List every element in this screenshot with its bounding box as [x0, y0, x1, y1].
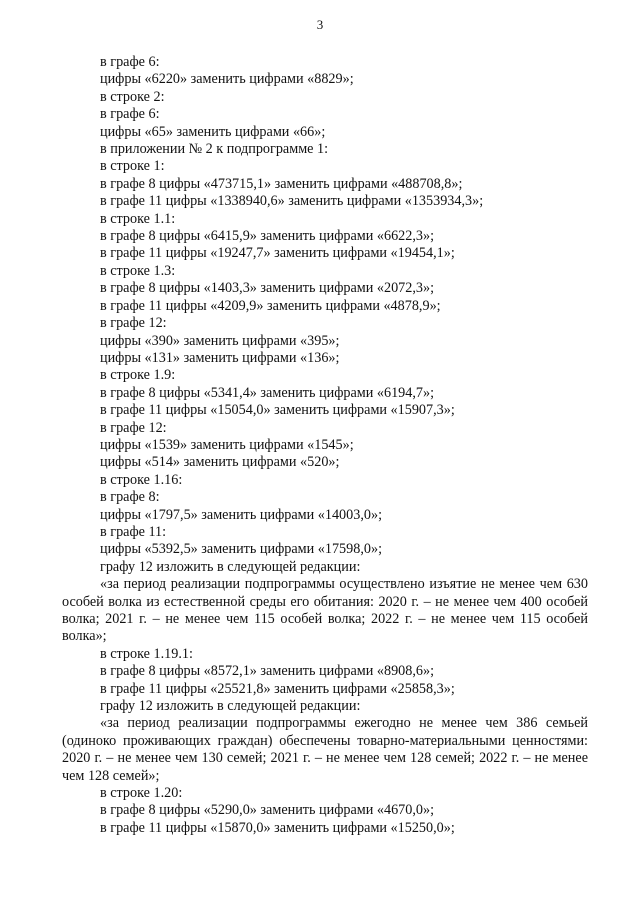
- document-line: в строке 2:: [100, 88, 165, 105]
- document-line: графу 12 изложить в следующей редакции:: [100, 698, 361, 715]
- document-line: цифры «390» заменить цифрами «395»;: [100, 332, 340, 349]
- document-line: в графе 8 цифры «5341,4» заменить цифрами «6194,7»;: [100, 384, 435, 401]
- document-line: в строке 1.3:: [100, 262, 176, 279]
- document-line: в графе 8 цифры «5290,0» заменить цифрами «4670,0»;: [100, 802, 435, 819]
- document-line: цифры «6220» заменить цифрами «8829»;: [100, 71, 354, 88]
- quoted-paragraph: «за период реализации подпрограммы осуществлено изъятие не менее чем 630 особей волка из естественной среды его обитания: 2020 г. – не менее чем 400 особей волка; 2021 г. – не менее чем 115 особей волка; 2022 г. – не менее чем 115 особей волка»;: [62, 576, 588, 645]
- document-line: в графе 11 цифры «19247,7» заменить цифрами «19454,1»;: [100, 245, 455, 262]
- document-line: в строке 1.20:: [100, 785, 183, 802]
- document-line: в графе 12:: [100, 419, 167, 436]
- document-line: в строке 1.19.1:: [100, 645, 193, 662]
- document-line: в строке 1.1:: [100, 210, 176, 227]
- document-line: в графе 11 цифры «4209,9» заменить цифрами «4878,9»;: [100, 297, 441, 314]
- document-line: в приложении № 2 к подпрограмме 1:: [100, 141, 329, 158]
- document-line: в строке 1.9:: [100, 367, 176, 384]
- document-line: в графе 12:: [100, 315, 167, 332]
- document-line: в графе 8 цифры «6415,9» заменить цифрами «6622,3»;: [100, 228, 435, 245]
- document-line: в графе 8 цифры «1403,3» заменить цифрами «2072,3»;: [100, 280, 435, 297]
- document-line: в графе 11 цифры «15054,0» заменить цифрами «15907,3»;: [100, 402, 455, 419]
- document-content: [62, 54, 588, 837]
- document-line: в графе 6:: [100, 54, 160, 70]
- document-line: в графе 8 цифры «473715,1» заменить цифрами «488708,8»;: [100, 175, 463, 192]
- document-line: графу 12 изложить в следующей редакции:: [100, 558, 361, 575]
- document-line: цифры «131» заменить цифрами «136»;: [100, 349, 340, 366]
- document-line: в графе 8 цифры «8572,1» заменить цифрами «8908,6»;: [100, 663, 435, 680]
- document-line: цифры «5392,5» заменить цифрами «17598,0»;: [100, 541, 383, 558]
- document-line: в графе 11 цифры «15870,0» заменить цифрами «15250,0»;: [100, 819, 455, 836]
- document-line: в графе 11:: [100, 523, 167, 540]
- document-line: в строке 1:: [100, 158, 165, 175]
- quoted-paragraph: «за период реализации подпрограммы ежегодно не менее чем 386 семьей (одиноко проживающих граждан) обеспечены товарно-материальными ценностями: 2020 г. – не менее чем 130 семей; 2021 г. – не менее чем 128 семей; 2022 г. – не менее чем 128 семей»;: [62, 715, 588, 784]
- page-number: 3: [316, 17, 324, 32]
- document-line: цифры «1797,5» заменить цифрами «14003,0»;: [100, 506, 383, 523]
- document-line: в графе 11 цифры «25521,8» заменить цифрами «25858,3»;: [100, 680, 455, 697]
- document-line: в графе 8:: [100, 489, 160, 506]
- document-line: в графе 11 цифры «1338940,6» заменить цифрами «1353934,3»;: [100, 193, 484, 210]
- document-line: цифры «65» заменить цифрами «66»;: [100, 123, 326, 140]
- document-line: в графе 6:: [100, 106, 160, 123]
- document-line: цифры «514» заменить цифрами «520»;: [100, 454, 340, 471]
- document-line: цифры «1539» заменить цифрами «1545»;: [100, 436, 354, 453]
- document-line: в строке 1.16:: [100, 471, 183, 488]
